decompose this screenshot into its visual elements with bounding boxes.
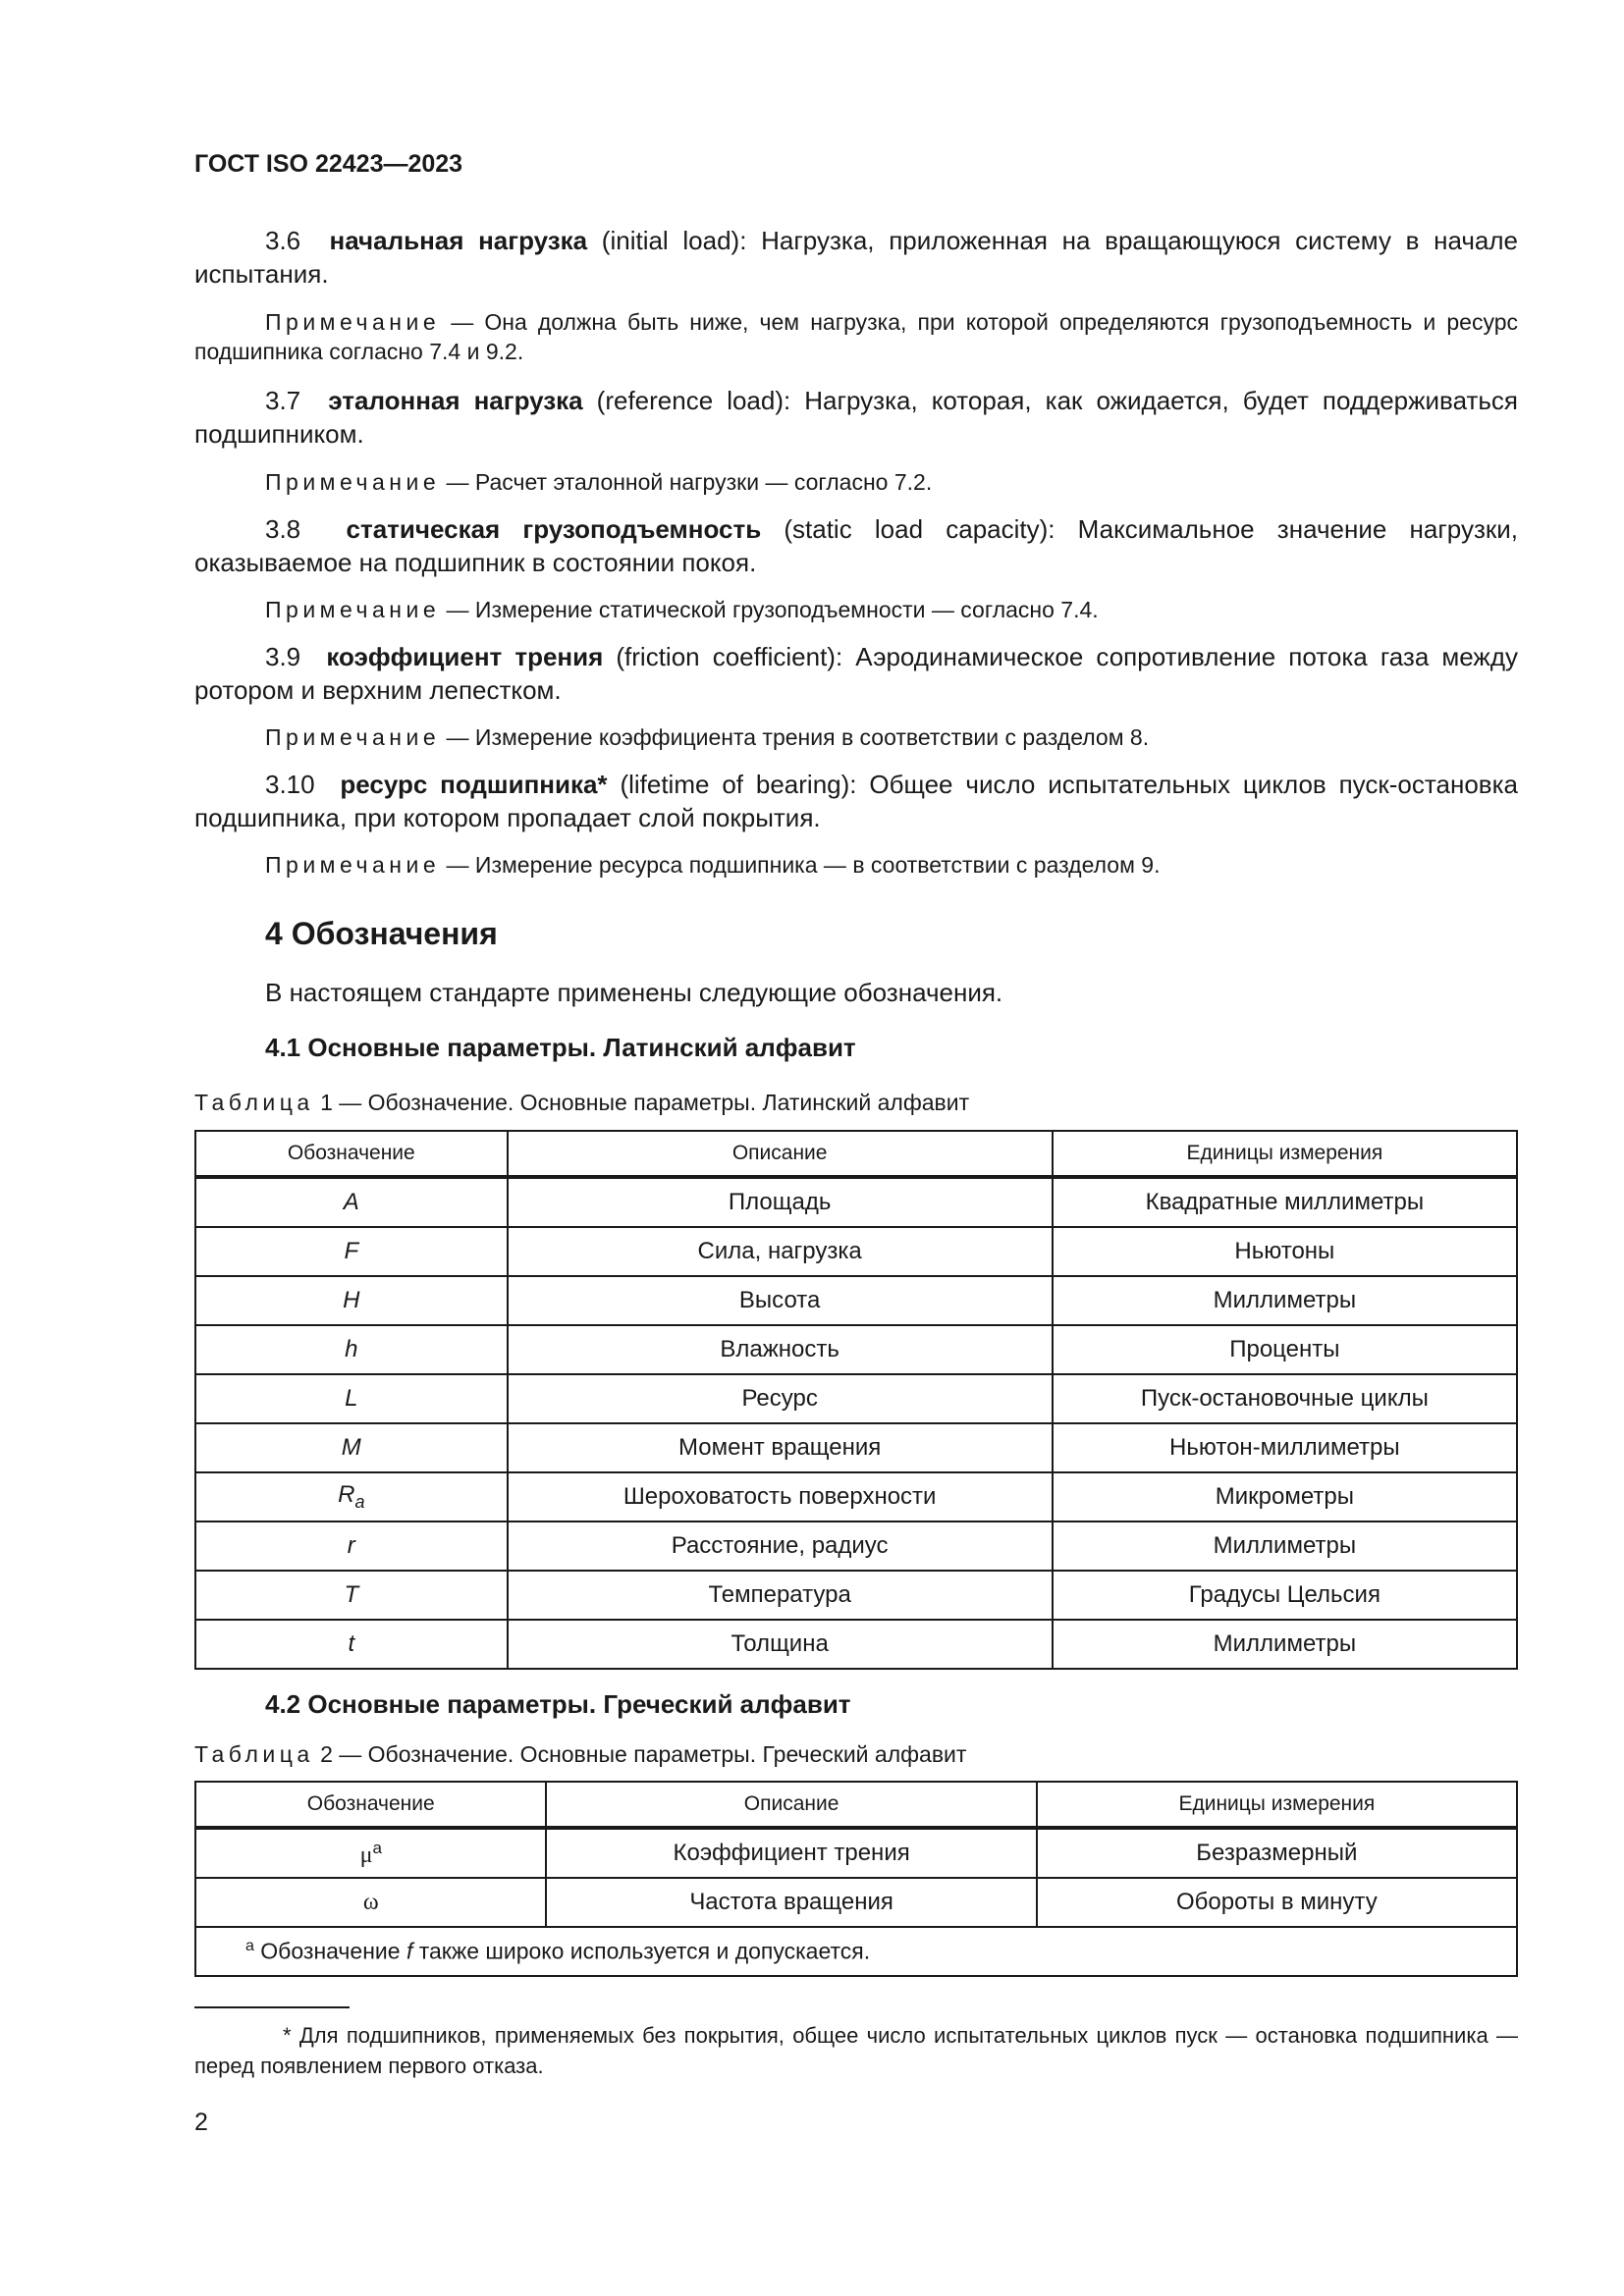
note-text: — Расчет эталонной нагрузки — согласно 7.2. <box>440 469 933 495</box>
unit-cell: Пуск-остановочные циклы <box>1053 1374 1517 1423</box>
description-cell: Расстояние, радиус <box>508 1522 1053 1571</box>
table-row <box>195 1374 1517 1423</box>
subsection-4-2-title: 4.2 Основные параметры. Греческий алфавит <box>265 1689 851 1719</box>
unit-cell: Ньютоны <box>1053 1227 1517 1276</box>
table-row <box>195 1620 1517 1669</box>
term-3-9 <box>194 640 1518 707</box>
table-header-row <box>195 1131 1517 1177</box>
note-text: — Измерение ресурса подшипника — в соответствии с разделом 9. <box>440 852 1161 878</box>
note-3-7 <box>194 467 1518 497</box>
table-footnote <box>195 1927 1517 1976</box>
symbol-cell <box>195 1472 508 1522</box>
column-header: Обозначение <box>195 1131 508 1177</box>
table-row <box>195 1423 1517 1472</box>
unit-cell: Миллиметры <box>1053 1522 1517 1571</box>
table-row <box>195 1472 1517 1522</box>
term-definition: (lifetime of bearing): Общее число испытательных циклов пуск-остановка подшипника, при котором пропадает слой покрытия. <box>194 770 1518 832</box>
table-row <box>195 1522 1517 1571</box>
description-cell: Сила, нагрузка <box>508 1227 1053 1276</box>
description-cell: Площадь <box>508 1177 1053 1227</box>
document-header: ГОСТ ISO 22423—2023 <box>194 150 463 178</box>
unit-cell: Безразмерный <box>1037 1828 1517 1878</box>
footnote-text: Обозначение <box>253 1938 406 1964</box>
symbol-cell: T <box>195 1571 508 1620</box>
footnote-ref: a <box>372 1838 382 1857</box>
table-row <box>195 1177 1517 1227</box>
symbol-base: μ <box>359 1842 373 1868</box>
symbol-cell: H <box>195 1276 508 1325</box>
term-number: 3.8 <box>265 514 301 544</box>
subsection-4-1-title: 4.1 Основные параметры. Латинский алфавит <box>265 1033 856 1062</box>
unit-cell: Ньютон-миллиметры <box>1053 1423 1517 1472</box>
term-name: статическая грузоподъемность <box>346 514 762 544</box>
footnote-symbol: f <box>406 1938 413 1964</box>
note-text: — Она должна быть ниже, чем нагрузка, при которой определяются грузоподъемность и ресурс подшипника согласно 7.4 и 9.2. <box>194 309 1518 364</box>
term-number: 3.7 <box>265 386 301 415</box>
term-name: ресурс подшипника* <box>340 770 608 799</box>
note-text: — Измерение статической грузоподъемности — согласно 7.4. <box>440 597 1099 622</box>
section-4-title: 4 Обозначения <box>265 916 498 951</box>
note-3-10 <box>194 850 1518 880</box>
page-footnote: * Для подшипников, применяемых без покрытия, общее число испытательных циклов пуск — остановка подшипника — перед появлением первого отказа. <box>194 2023 1518 2078</box>
caption-label: Таблица <box>194 1741 314 1767</box>
term-definition: (initial load): Нагрузка, приложенная на вращающуюся систему в начале испытания. <box>194 226 1518 289</box>
caption-text: 1 — Обозначение. Основные параметры. Латинский алфавит <box>313 1090 970 1115</box>
description-cell: Температура <box>508 1571 1053 1620</box>
table-2 <box>194 1781 1518 1977</box>
symbol-cell: ω <box>195 1878 546 1927</box>
table-row <box>195 1325 1517 1374</box>
table-header-row <box>195 1782 1517 1828</box>
term-number: 3.10 <box>265 770 315 799</box>
table-1 <box>194 1130 1518 1670</box>
term-number: 3.6 <box>265 226 301 255</box>
unit-cell: Градусы Цельсия <box>1053 1571 1517 1620</box>
column-header: Описание <box>546 1782 1036 1828</box>
term-3-6 <box>194 224 1518 291</box>
note-3-6 <box>194 307 1518 366</box>
term-name: коэффициент трения <box>326 642 604 671</box>
term-definition: (static load capacity): Максимальное значение нагрузки, оказываемое на подшипник в состоянии покоя. <box>194 514 1519 577</box>
unit-cell: Микрометры <box>1053 1472 1517 1522</box>
symbol-cell: F <box>195 1227 508 1276</box>
unit-cell: Миллиметры <box>1053 1276 1517 1325</box>
description-cell: Высота <box>508 1276 1053 1325</box>
term-name: эталонная нагрузка <box>328 386 583 415</box>
table-1-caption <box>194 1090 969 1116</box>
description-cell: Влажность <box>508 1325 1053 1374</box>
symbol-cell: A <box>195 1177 508 1227</box>
term-3-8 <box>194 512 1518 579</box>
symbol-cell: t <box>195 1620 508 1669</box>
description-cell: Шероховатость поверхности <box>508 1472 1053 1522</box>
column-header: Обозначение <box>195 1782 546 1828</box>
description-cell: Момент вращения <box>508 1423 1053 1472</box>
table-footnote-row <box>195 1927 1517 1976</box>
column-header: Единицы измерения <box>1053 1131 1517 1177</box>
term-number: 3.9 <box>265 642 301 671</box>
term-definition: (reference load): Нагрузка, которая, как ожидается, будет поддерживаться подшипником. <box>194 386 1518 449</box>
description-cell: Частота вращения <box>546 1878 1036 1927</box>
symbol-base: R <box>338 1481 355 1509</box>
unit-cell: Квадратные миллиметры <box>1053 1177 1517 1227</box>
unit-cell: Проценты <box>1053 1325 1517 1374</box>
note-text: — Измерение коэффициента трения в соответствии с разделом 8. <box>440 724 1150 750</box>
footnote-text: также широко используется и допускается. <box>412 1938 871 1964</box>
table-2-caption <box>194 1741 966 1768</box>
table-row <box>195 1227 1517 1276</box>
symbol-cell: M <box>195 1423 508 1472</box>
term-3-7 <box>194 384 1518 451</box>
term-definition: (friction coefficient): Аэродинамическое сопротивление потока газа между ротором и верхним лепестком. <box>194 642 1518 705</box>
note-label: Примечание <box>265 469 441 495</box>
note-label: Примечание <box>265 309 441 335</box>
page-number: 2 <box>194 2109 208 2136</box>
note-label: Примечание <box>265 852 441 878</box>
note-3-8 <box>194 595 1518 624</box>
description-cell: Коэффициент трения <box>546 1828 1036 1878</box>
term-name: начальная нагрузка <box>329 226 588 255</box>
footnote-mark: a <box>245 1938 254 1955</box>
unit-cell: Обороты в минуту <box>1037 1878 1517 1927</box>
table-row <box>195 1828 1517 1878</box>
note-label: Примечание <box>265 724 441 750</box>
column-header: Описание <box>508 1131 1053 1177</box>
section-4-intro: В настоящем стандарте применены следующие обозначения. <box>265 978 1003 1007</box>
caption-text: 2 — Обозначение. Основные параметры. Греческий алфавит <box>313 1741 967 1767</box>
column-header: Единицы измерения <box>1037 1782 1517 1828</box>
unit-cell: Миллиметры <box>1053 1620 1517 1669</box>
table-row <box>195 1276 1517 1325</box>
symbol-subscript: a <box>354 1491 365 1512</box>
symbol-cell: h <box>195 1325 508 1374</box>
symbol-cell: L <box>195 1374 508 1423</box>
description-cell: Толщина <box>508 1620 1053 1669</box>
term-3-10 <box>194 768 1518 834</box>
caption-label: Таблица <box>194 1090 314 1115</box>
description-cell: Ресурс <box>508 1374 1053 1423</box>
table-row <box>195 1878 1517 1927</box>
note-3-9 <box>194 722 1518 752</box>
table-row <box>195 1571 1517 1620</box>
note-label: Примечание <box>265 597 441 622</box>
symbol-cell <box>195 1828 546 1878</box>
footnote-separator <box>194 2006 350 2008</box>
symbol-cell: r <box>195 1522 508 1571</box>
